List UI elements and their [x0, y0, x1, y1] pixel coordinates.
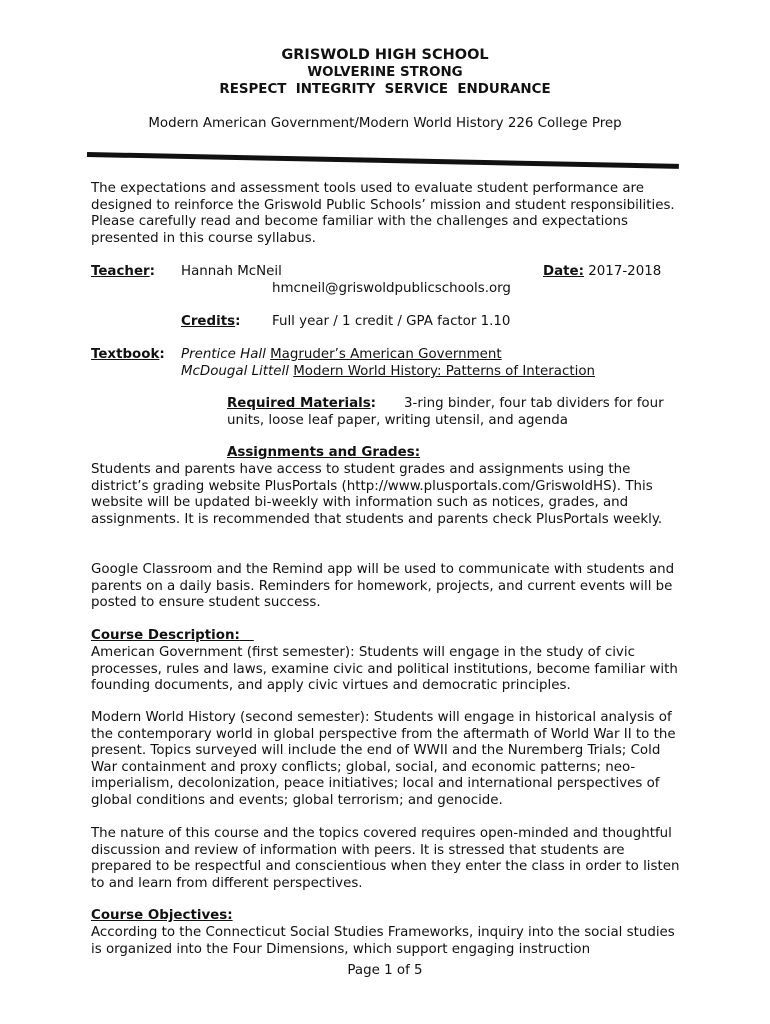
- description-paragraph-1: American Government (first semester): Students will engage in the study of civic processes, rules and laws, examine civic and political institutions, become familiar with founding documents, and apply civic virtues and democratic principles.: [91, 645, 678, 694]
- school-name: GRISWOLD HIGH SCHOOL: [281, 47, 489, 63]
- school-motto: WOLVERINE STRONG: [307, 65, 463, 80]
- textbook-2-publisher: McDougal Littell: [181, 364, 289, 379]
- materials-colon: :: [370, 396, 377, 411]
- textbook-colon: :: [159, 347, 165, 362]
- textbook-2-title: Modern World History: Patterns of Interaction: [293, 364, 595, 379]
- date-label: Date:: [543, 264, 584, 279]
- assignments-paragraph-2: Google Classroom and the Remind app will be used to communicate with students and parents on a daily basis. Reminders for homework, projects, and current events will be posted to ensure student success.: [91, 562, 675, 611]
- description-paragraph-3: The nature of this course and the topics covered requires open-minded and thoughtful discussion and review of information with peers. It is stressed that students are prepared to be respectful and conscientious when they enter the class in order to listen to and learn from different perspectives.: [91, 826, 680, 891]
- description-heading: [91, 628, 254, 645]
- school-values: RESPECT INTEGRITY SERVICE ENDURANCE: [219, 82, 551, 97]
- textbook-label: Textbook: [91, 347, 160, 362]
- textbook-2: [181, 364, 595, 381]
- textbook-label-wrap: [91, 347, 165, 364]
- description-paragraph-2: Modern World History (second semester): Students will engage in historical analysis of the contemporary world in global perspective from the aftermath of World War II to the present. Topics surveyed will include the end of WWII and the Nuremberg Trials; Cold War containment and proxy conflicts; global, social, and economic patterns; neo-imperialism, decolonization, peace initiatives; local and international perspectives of global conditions and events; global terrorism; and genocide.: [91, 710, 676, 808]
- credits-value: Full year / 1 credit / GPA factor 1.10: [272, 314, 511, 329]
- materials-line-2: units, loose leaf paper, writing utensil, and agenda: [227, 413, 568, 428]
- teacher-name: Hannah McNeil: [181, 264, 282, 279]
- credits-colon: :: [235, 314, 241, 329]
- teacher-label: Teacher: [91, 264, 150, 279]
- materials-line-1: [227, 396, 664, 413]
- assignments-heading: Assignments and Grades:: [227, 445, 421, 460]
- course-title: Modern American Government/Modern World History 226 College Prep: [148, 116, 622, 131]
- teacher-label-wrap: [91, 264, 155, 281]
- credits-label-wrap: [181, 314, 240, 331]
- page-number: Page 1 of 5: [347, 963, 423, 978]
- materials-text-1: 3-ring binder, four tab dividers for four: [404, 396, 664, 411]
- objectives-heading: Course Objectives:: [91, 908, 233, 923]
- date-wrap: [543, 264, 661, 281]
- materials-label: Required Materials: [227, 396, 371, 411]
- teacher-email: hmcneil@griswoldpublicschools.org: [272, 281, 511, 296]
- date-value: 2017-2018: [588, 264, 662, 279]
- textbook-1-publisher: Prentice Hall: [181, 347, 266, 362]
- teacher-colon: :: [149, 264, 155, 279]
- header-divider: [87, 152, 679, 169]
- description-heading-text: Course Description:: [91, 628, 240, 643]
- textbook-1-title: Magruder’s American Government: [270, 347, 502, 362]
- credits-label: Credits: [181, 314, 236, 329]
- objectives-paragraph-1: According to the Connecticut Social Studies Frameworks, inquiry into the social studies is organized into the Four Dimensions, which support engaging instruction: [91, 925, 675, 957]
- textbook-1: [181, 347, 502, 364]
- intro-paragraph: The expectations and assessment tools used to evaluate student performance are designed to reinforce the Griswold Public Schools’ mission and student responsibilities. Please carefully read and become familiar with the challenges and expectations presented in this course syllabus.: [91, 181, 675, 246]
- assignments-paragraph-1: Students and parents have access to student grades and assignments using the district’s grading website PlusPortals (http://www.plusportals.com/GriswoldHS). This website will be updated bi-weekly with information such as notices, grades, and assignments. It is recommended that students and parents check PlusPortals weekly.: [91, 462, 663, 527]
